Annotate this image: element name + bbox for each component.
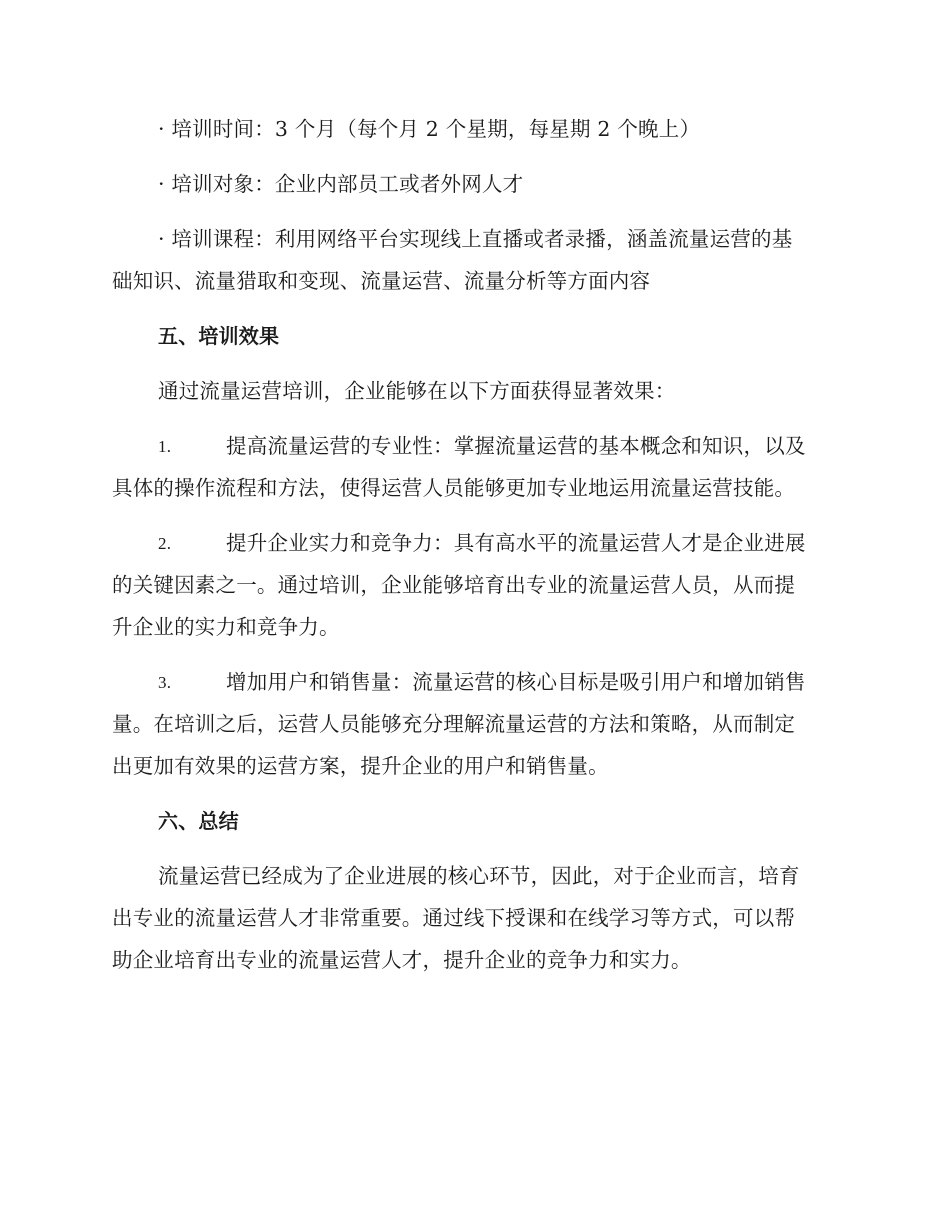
list-item-number: 2. [158, 534, 172, 553]
list-item-text: 提高流量运营的专业性：掌握流量运营的基本概念和知识，以及 [226, 434, 806, 458]
list-item-text: 升企业的实力和竞争力。 [112, 615, 340, 639]
bullet-training-course: · 培训课程：利用网络平台实现线上直播或者录播，涵盖流量运营的基 [158, 227, 793, 251]
list-item-number: 3. [158, 673, 172, 692]
section-intro: 通过流量运营培训，企业能够在以下方面获得显著效果： [158, 379, 676, 403]
summary-paragraph-line: 流量运营已经成为了企业进展的核心环节，因此，对于企业而言，培育 [158, 864, 800, 888]
bullet-training-time: · 培训时间：3 个月（每个月 2 个星期，每星期 2 个晚上） [158, 117, 701, 141]
bullet-training-course-cont: 础知识、流量猎取和变现、流量运营、流量分析等方面内容 [112, 269, 651, 293]
list-item-text: 具体的操作流程和方法，使得运营人员能够更加专业地运用流量运营技能。 [112, 476, 796, 500]
list-item-text: 增加用户和销售量：流量运营的核心目标是吸引用户和增加销售 [226, 670, 806, 694]
list-item-text: 提升企业实力和竞争力：具有高水平的流量运营人才是企业进展 [226, 531, 806, 555]
list-item-number: 1. [158, 437, 172, 456]
list-item-text: 量。在培训之后，运营人员能够充分理解流量运营的方法和策略，从而制定 [112, 712, 796, 736]
list-item-text: 的关键因素之一。通过培训，企业能够培育出专业的流量运营人员，从而提 [112, 573, 796, 597]
bullet-training-target: · 培训对象：企业内部员工或者外网人才 [158, 172, 524, 196]
section-title-summary: 六、总结 [158, 809, 239, 833]
list-item-text: 出更加有效果的运营方案，提升企业的用户和销售量。 [112, 754, 609, 778]
summary-paragraph-line: 助企业培育出专业的流量运营人才，提升企业的竞争力和实力。 [112, 948, 692, 972]
section-title-training-effect: 五、培训效果 [158, 324, 280, 348]
summary-paragraph-line: 出专业的流量运营人才非常重要。通过线下授课和在线学习等方式，可以帮 [112, 906, 796, 930]
